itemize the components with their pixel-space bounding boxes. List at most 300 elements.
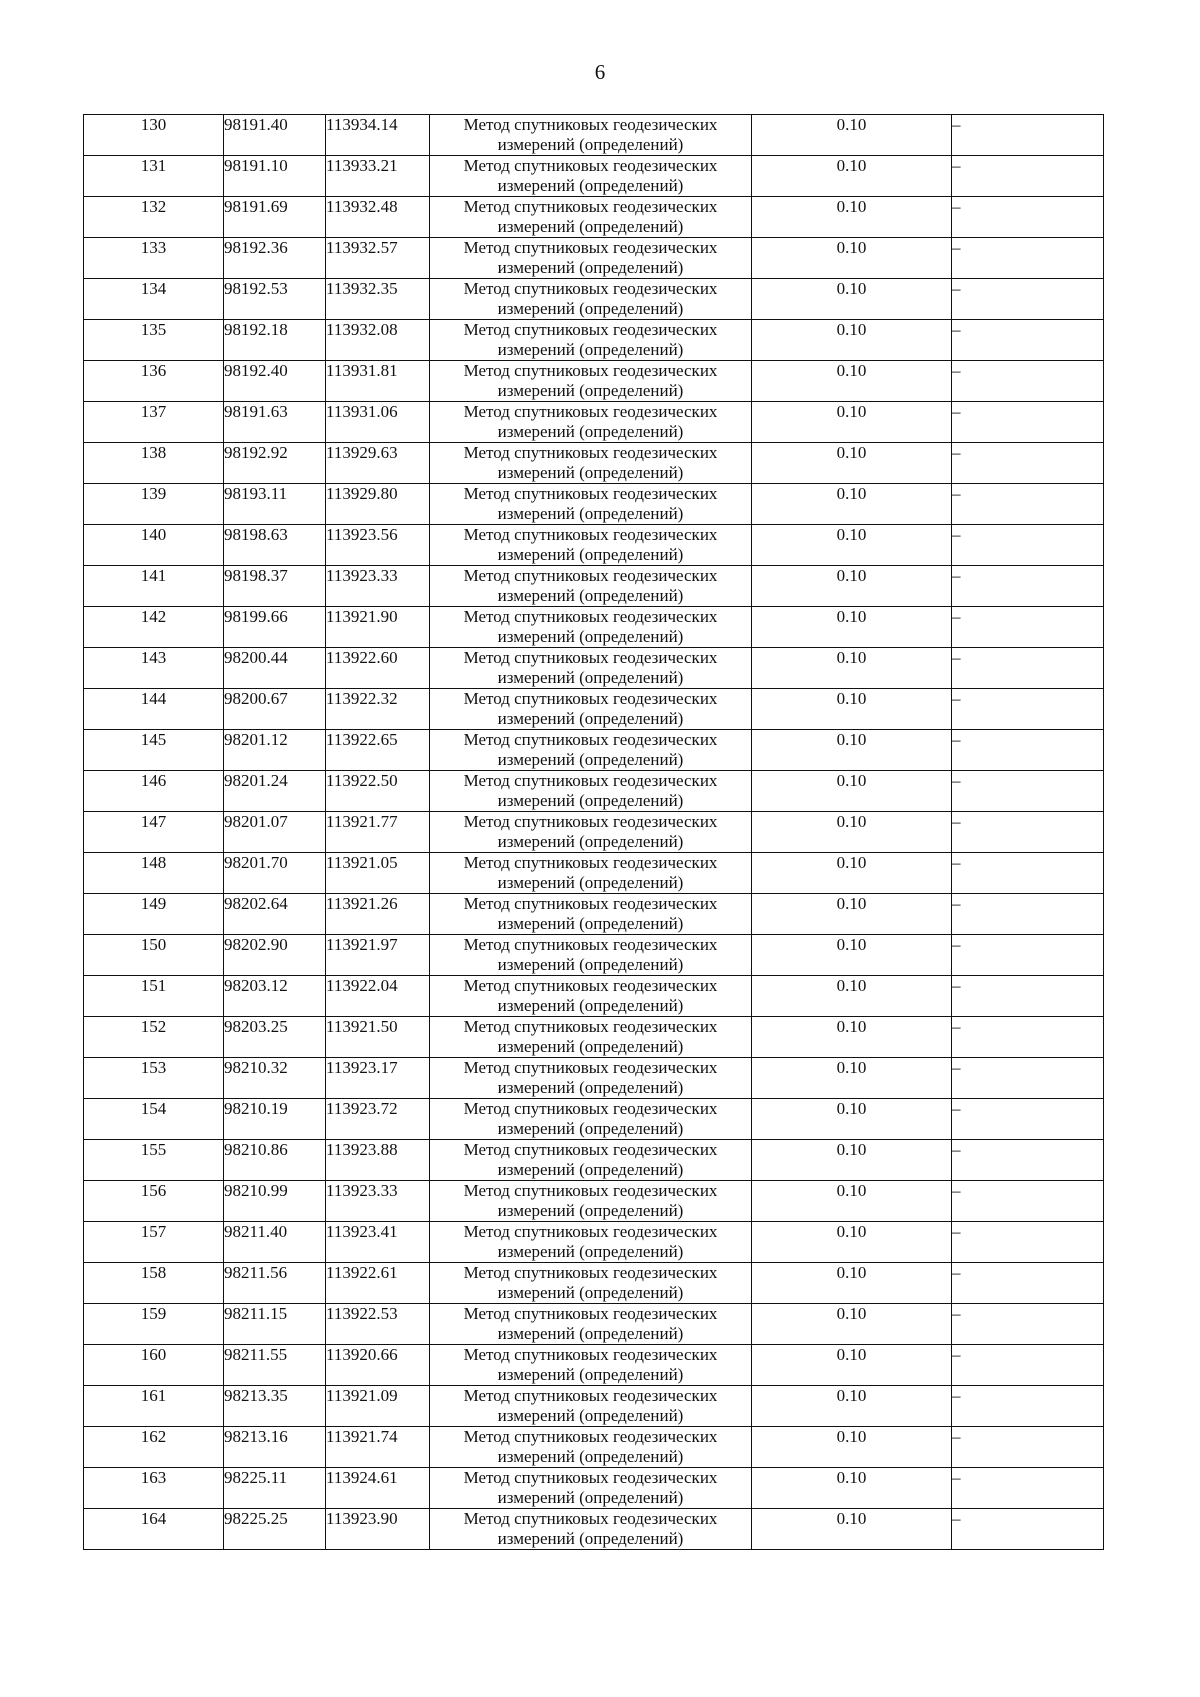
method-line-2: измерений (определений): [497, 627, 684, 646]
method-cell: [430, 1140, 752, 1181]
method-cell: [430, 1509, 752, 1550]
method-line-2: измерений (определений): [497, 1078, 684, 1097]
y-coordinate-cell: 113933.21: [326, 156, 430, 197]
point-number-cell: 140: [84, 525, 224, 566]
accuracy-cell: 0.10: [752, 853, 952, 894]
point-number-cell: 136: [84, 361, 224, 402]
note-cell: –: [952, 1304, 1104, 1345]
method-line-2: измерений (определений): [497, 1119, 684, 1138]
point-number-cell: 147: [84, 812, 224, 853]
method-cell: [430, 853, 752, 894]
method-cell: [430, 402, 752, 443]
note-cell: –: [952, 607, 1104, 648]
method-line-2: измерений (определений): [497, 1529, 684, 1548]
method-line-1: Метод спутниковых геодезических: [463, 1263, 718, 1282]
method-line-2: измерений (определений): [497, 996, 684, 1015]
x-coordinate-cell: 98210.32: [224, 1058, 326, 1099]
y-coordinate-cell: 113929.63: [326, 443, 430, 484]
method-cell: [430, 1017, 752, 1058]
method-line-1: Метод спутниковых геодезических: [463, 689, 718, 708]
note-cell: –: [952, 1222, 1104, 1263]
note-cell: –: [952, 1017, 1104, 1058]
note-cell: –: [952, 1099, 1104, 1140]
x-coordinate-cell: 98211.55: [224, 1345, 326, 1386]
y-coordinate-cell: 113922.60: [326, 648, 430, 689]
y-coordinate-cell: 113934.14: [326, 115, 430, 156]
method-line-1: Метод спутниковых геодезических: [463, 1427, 718, 1446]
method-line-2: измерений (определений): [497, 914, 684, 933]
note-cell: –: [952, 1427, 1104, 1468]
accuracy-cell: 0.10: [752, 156, 952, 197]
method-cell: [430, 443, 752, 484]
point-number-cell: 158: [84, 1263, 224, 1304]
y-coordinate-cell: 113921.90: [326, 607, 430, 648]
point-number-cell: 141: [84, 566, 224, 607]
table-row: [84, 1427, 1104, 1468]
method-cell: [430, 1304, 752, 1345]
method-line-1: Метод спутниковых геодезических: [463, 1181, 718, 1200]
method-cell: [430, 730, 752, 771]
method-cell: [430, 156, 752, 197]
x-coordinate-cell: 98201.24: [224, 771, 326, 812]
table-row: [84, 812, 1104, 853]
method-line-2: измерений (определений): [497, 299, 684, 318]
table-row: [84, 566, 1104, 607]
point-number-cell: 153: [84, 1058, 224, 1099]
method-cell: [430, 1058, 752, 1099]
accuracy-cell: 0.10: [752, 1386, 952, 1427]
point-number-cell: 131: [84, 156, 224, 197]
method-line-2: измерений (определений): [497, 709, 684, 728]
y-coordinate-cell: 113931.06: [326, 402, 430, 443]
x-coordinate-cell: 98192.92: [224, 443, 326, 484]
accuracy-cell: 0.10: [752, 1427, 952, 1468]
y-coordinate-cell: 113924.61: [326, 1468, 430, 1509]
note-cell: –: [952, 279, 1104, 320]
x-coordinate-cell: 98198.37: [224, 566, 326, 607]
method-cell: [430, 566, 752, 607]
table-row: [84, 320, 1104, 361]
note-cell: –: [952, 484, 1104, 525]
y-coordinate-cell: 113932.48: [326, 197, 430, 238]
y-coordinate-cell: 113921.97: [326, 935, 430, 976]
point-number-cell: 139: [84, 484, 224, 525]
method-cell: [430, 812, 752, 853]
y-coordinate-cell: 113922.53: [326, 1304, 430, 1345]
method-cell: [430, 689, 752, 730]
method-line-2: измерений (определений): [497, 832, 684, 851]
coordinates-table: [83, 114, 1104, 1550]
table-row: [84, 771, 1104, 812]
x-coordinate-cell: 98202.90: [224, 935, 326, 976]
x-coordinate-cell: 98211.40: [224, 1222, 326, 1263]
x-coordinate-cell: 98200.44: [224, 648, 326, 689]
method-line-1: Метод спутниковых геодезических: [463, 1222, 718, 1241]
table-row: [84, 1017, 1104, 1058]
method-line-2: измерений (определений): [497, 873, 684, 892]
accuracy-cell: 0.10: [752, 1468, 952, 1509]
note-cell: –: [952, 730, 1104, 771]
y-coordinate-cell: 113923.72: [326, 1099, 430, 1140]
accuracy-cell: 0.10: [752, 1017, 952, 1058]
method-cell: [430, 115, 752, 156]
method-line-2: измерений (определений): [497, 1242, 684, 1261]
method-cell: [430, 935, 752, 976]
x-coordinate-cell: 98201.07: [224, 812, 326, 853]
y-coordinate-cell: 113932.35: [326, 279, 430, 320]
method-line-2: измерений (определений): [497, 422, 684, 441]
note-cell: –: [952, 156, 1104, 197]
point-number-cell: 159: [84, 1304, 224, 1345]
table-row: [84, 156, 1104, 197]
accuracy-cell: 0.10: [752, 279, 952, 320]
accuracy-cell: 0.10: [752, 730, 952, 771]
point-number-cell: 156: [84, 1181, 224, 1222]
accuracy-cell: 0.10: [752, 1181, 952, 1222]
table-row: [84, 1181, 1104, 1222]
method-line-1: Метод спутниковых геодезических: [463, 894, 718, 913]
method-cell: [430, 279, 752, 320]
table-row: [84, 730, 1104, 771]
x-coordinate-cell: 98191.40: [224, 115, 326, 156]
point-number-cell: 138: [84, 443, 224, 484]
x-coordinate-cell: 98225.11: [224, 1468, 326, 1509]
note-cell: –: [952, 894, 1104, 935]
accuracy-cell: 0.10: [752, 402, 952, 443]
table-row: [84, 1099, 1104, 1140]
table-row: [84, 238, 1104, 279]
method-line-1: Метод спутниковых геодезических: [463, 771, 718, 790]
note-cell: –: [952, 1345, 1104, 1386]
method-line-1: Метод спутниковых геодезических: [463, 1304, 718, 1323]
y-coordinate-cell: 113923.33: [326, 566, 430, 607]
method-line-2: измерений (определений): [497, 135, 684, 154]
table-row: [84, 361, 1104, 402]
method-line-2: измерений (определений): [497, 586, 684, 605]
method-line-2: измерений (определений): [497, 545, 684, 564]
point-number-cell: 150: [84, 935, 224, 976]
table-row: [84, 1304, 1104, 1345]
x-coordinate-cell: 98192.18: [224, 320, 326, 361]
method-line-2: измерений (определений): [497, 955, 684, 974]
point-number-cell: 144: [84, 689, 224, 730]
note-cell: –: [952, 1181, 1104, 1222]
accuracy-cell: 0.10: [752, 1263, 952, 1304]
method-line-2: измерений (определений): [497, 1488, 684, 1507]
accuracy-cell: 0.10: [752, 976, 952, 1017]
method-line-1: Метод спутниковых геодезических: [463, 402, 718, 421]
table-row: [84, 402, 1104, 443]
table-row: [84, 1345, 1104, 1386]
y-coordinate-cell: 113923.88: [326, 1140, 430, 1181]
point-number-cell: 143: [84, 648, 224, 689]
method-line-2: измерений (определений): [497, 504, 684, 523]
method-line-1: Метод спутниковых геодезических: [463, 279, 718, 298]
accuracy-cell: 0.10: [752, 1058, 952, 1099]
method-line-1: Метод спутниковых геодезических: [463, 566, 718, 585]
point-number-cell: 154: [84, 1099, 224, 1140]
accuracy-cell: 0.10: [752, 361, 952, 402]
y-coordinate-cell: 113923.56: [326, 525, 430, 566]
accuracy-cell: 0.10: [752, 1140, 952, 1181]
method-cell: [430, 484, 752, 525]
point-number-cell: 162: [84, 1427, 224, 1468]
y-coordinate-cell: 113921.26: [326, 894, 430, 935]
accuracy-cell: 0.10: [752, 238, 952, 279]
method-line-1: Метод спутниковых геодезических: [463, 935, 718, 954]
method-cell: [430, 1345, 752, 1386]
note-cell: –: [952, 197, 1104, 238]
method-line-2: измерений (определений): [497, 1037, 684, 1056]
y-coordinate-cell: 113920.66: [326, 1345, 430, 1386]
method-cell: [430, 361, 752, 402]
note-cell: –: [952, 361, 1104, 402]
method-line-2: измерений (определений): [497, 668, 684, 687]
accuracy-cell: 0.10: [752, 812, 952, 853]
point-number-cell: 149: [84, 894, 224, 935]
method-line-2: измерений (определений): [497, 791, 684, 810]
method-cell: [430, 607, 752, 648]
method-line-1: Метод спутниковых геодезических: [463, 361, 718, 380]
point-number-cell: 145: [84, 730, 224, 771]
method-line-2: измерений (определений): [497, 1447, 684, 1466]
method-line-1: Метод спутниковых геодезических: [463, 1017, 718, 1036]
x-coordinate-cell: 98213.35: [224, 1386, 326, 1427]
method-line-1: Метод спутниковых геодезических: [463, 1386, 718, 1405]
method-line-2: измерений (определений): [497, 381, 684, 400]
point-number-cell: 160: [84, 1345, 224, 1386]
note-cell: –: [952, 402, 1104, 443]
method-line-2: измерений (определений): [497, 1201, 684, 1220]
note-cell: –: [952, 443, 1104, 484]
x-coordinate-cell: 98191.10: [224, 156, 326, 197]
table-row: [84, 1509, 1104, 1550]
method-cell: [430, 648, 752, 689]
table-row: [84, 484, 1104, 525]
point-number-cell: 137: [84, 402, 224, 443]
method-line-2: измерений (определений): [497, 750, 684, 769]
point-number-cell: 133: [84, 238, 224, 279]
table-row: [84, 894, 1104, 935]
note-cell: –: [952, 1263, 1104, 1304]
method-cell: [430, 771, 752, 812]
method-cell: [430, 1181, 752, 1222]
method-cell: [430, 320, 752, 361]
x-coordinate-cell: 98211.56: [224, 1263, 326, 1304]
note-cell: –: [952, 935, 1104, 976]
method-cell: [430, 238, 752, 279]
y-coordinate-cell: 113922.04: [326, 976, 430, 1017]
y-coordinate-cell: 113931.81: [326, 361, 430, 402]
method-line-2: измерений (определений): [497, 1283, 684, 1302]
table-row: [84, 1140, 1104, 1181]
point-number-cell: 142: [84, 607, 224, 648]
table-row: [84, 607, 1104, 648]
method-line-2: измерений (определений): [497, 340, 684, 359]
method-cell: [430, 1468, 752, 1509]
y-coordinate-cell: 113923.33: [326, 1181, 430, 1222]
x-coordinate-cell: 98225.25: [224, 1509, 326, 1550]
method-cell: [430, 1386, 752, 1427]
table-row: [84, 853, 1104, 894]
table-row: [84, 1468, 1104, 1509]
point-number-cell: 155: [84, 1140, 224, 1181]
table-row: [84, 443, 1104, 484]
y-coordinate-cell: 113922.50: [326, 771, 430, 812]
x-coordinate-cell: 98213.16: [224, 1427, 326, 1468]
y-coordinate-cell: 113921.77: [326, 812, 430, 853]
y-coordinate-cell: 113922.65: [326, 730, 430, 771]
x-coordinate-cell: 98203.25: [224, 1017, 326, 1058]
note-cell: –: [952, 115, 1104, 156]
x-coordinate-cell: 98199.66: [224, 607, 326, 648]
table-row: [84, 1263, 1104, 1304]
y-coordinate-cell: 113929.80: [326, 484, 430, 525]
method-cell: [430, 894, 752, 935]
point-number-cell: 161: [84, 1386, 224, 1427]
accuracy-cell: 0.10: [752, 443, 952, 484]
note-cell: –: [952, 566, 1104, 607]
y-coordinate-cell: 113921.74: [326, 1427, 430, 1468]
y-coordinate-cell: 113922.61: [326, 1263, 430, 1304]
note-cell: –: [952, 976, 1104, 1017]
point-number-cell: 164: [84, 1509, 224, 1550]
method-line-1: Метод спутниковых геодезических: [463, 1058, 718, 1077]
point-number-cell: 152: [84, 1017, 224, 1058]
x-coordinate-cell: 98210.86: [224, 1140, 326, 1181]
note-cell: –: [952, 1509, 1104, 1550]
point-number-cell: 163: [84, 1468, 224, 1509]
table-row: [84, 115, 1104, 156]
method-line-1: Метод спутниковых геодезических: [463, 812, 718, 831]
x-coordinate-cell: 98202.64: [224, 894, 326, 935]
accuracy-cell: 0.10: [752, 484, 952, 525]
accuracy-cell: 0.10: [752, 1099, 952, 1140]
y-coordinate-cell: 113921.09: [326, 1386, 430, 1427]
method-line-1: Метод спутниковых геодезических: [463, 607, 718, 626]
point-number-cell: 157: [84, 1222, 224, 1263]
method-line-1: Метод спутниковых геодезических: [463, 484, 718, 503]
note-cell: –: [952, 238, 1104, 279]
accuracy-cell: 0.10: [752, 894, 952, 935]
method-cell: [430, 1427, 752, 1468]
method-line-1: Метод спутниковых геодезических: [463, 1468, 718, 1487]
method-line-1: Метод спутниковых геодезических: [463, 1345, 718, 1364]
note-cell: –: [952, 1386, 1104, 1427]
point-number-cell: 132: [84, 197, 224, 238]
y-coordinate-cell: 113921.50: [326, 1017, 430, 1058]
table-row: [84, 1386, 1104, 1427]
note-cell: –: [952, 1140, 1104, 1181]
table-row: [84, 648, 1104, 689]
table-row: [84, 689, 1104, 730]
method-cell: [430, 1222, 752, 1263]
method-line-1: Метод спутниковых геодезических: [463, 238, 718, 257]
method-cell: [430, 197, 752, 238]
coordinates-table-body: [84, 115, 1104, 1550]
x-coordinate-cell: 98203.12: [224, 976, 326, 1017]
method-line-1: Метод спутниковых геодезических: [463, 976, 718, 995]
note-cell: –: [952, 1058, 1104, 1099]
accuracy-cell: 0.10: [752, 648, 952, 689]
method-line-2: измерений (определений): [497, 1406, 684, 1425]
point-number-cell: 148: [84, 853, 224, 894]
accuracy-cell: 0.10: [752, 525, 952, 566]
x-coordinate-cell: 98192.53: [224, 279, 326, 320]
method-line-1: Метод спутниковых геодезических: [463, 1509, 718, 1528]
method-cell: [430, 1263, 752, 1304]
method-line-1: Метод спутниковых геодезических: [463, 525, 718, 544]
note-cell: –: [952, 771, 1104, 812]
method-cell: [430, 1099, 752, 1140]
accuracy-cell: 0.10: [752, 197, 952, 238]
x-coordinate-cell: 98200.67: [224, 689, 326, 730]
x-coordinate-cell: 98193.11: [224, 484, 326, 525]
table-row: [84, 1222, 1104, 1263]
x-coordinate-cell: 98210.99: [224, 1181, 326, 1222]
accuracy-cell: 0.10: [752, 1509, 952, 1550]
accuracy-cell: 0.10: [752, 771, 952, 812]
method-line-1: Метод спутниковых геодезических: [463, 1140, 718, 1159]
table-row: [84, 525, 1104, 566]
method-line-1: Метод спутниковых геодезических: [463, 197, 718, 216]
y-coordinate-cell: 113932.57: [326, 238, 430, 279]
accuracy-cell: 0.10: [752, 689, 952, 730]
accuracy-cell: 0.10: [752, 1304, 952, 1345]
point-number-cell: 135: [84, 320, 224, 361]
x-coordinate-cell: 98192.40: [224, 361, 326, 402]
accuracy-cell: 0.10: [752, 1345, 952, 1386]
point-number-cell: 151: [84, 976, 224, 1017]
x-coordinate-cell: 98192.36: [224, 238, 326, 279]
method-line-1: Метод спутниковых геодезических: [463, 648, 718, 667]
x-coordinate-cell: 98191.69: [224, 197, 326, 238]
method-line-2: измерений (определений): [497, 217, 684, 236]
method-line-1: Метод спутниковых геодезических: [463, 320, 718, 339]
point-number-cell: 146: [84, 771, 224, 812]
method-cell: [430, 525, 752, 566]
y-coordinate-cell: 113932.08: [326, 320, 430, 361]
y-coordinate-cell: 113923.17: [326, 1058, 430, 1099]
method-line-2: измерений (определений): [497, 1324, 684, 1343]
x-coordinate-cell: 98198.63: [224, 525, 326, 566]
accuracy-cell: 0.10: [752, 566, 952, 607]
table-row: [84, 279, 1104, 320]
table-row: [84, 1058, 1104, 1099]
note-cell: –: [952, 689, 1104, 730]
x-coordinate-cell: 98211.15: [224, 1304, 326, 1345]
table-row: [84, 197, 1104, 238]
method-line-1: Метод спутниковых геодезических: [463, 443, 718, 462]
x-coordinate-cell: 98210.19: [224, 1099, 326, 1140]
method-line-1: Метод спутниковых геодезических: [463, 1099, 718, 1118]
method-line-1: Метод спутниковых геодезических: [463, 730, 718, 749]
note-cell: –: [952, 812, 1104, 853]
method-line-1: Метод спутниковых геодезических: [463, 115, 718, 134]
y-coordinate-cell: 113921.05: [326, 853, 430, 894]
method-line-2: измерений (определений): [497, 1365, 684, 1384]
method-line-2: измерений (определений): [497, 258, 684, 277]
note-cell: –: [952, 1468, 1104, 1509]
page-number: 6: [594, 60, 606, 84]
accuracy-cell: 0.10: [752, 935, 952, 976]
table-row: [84, 976, 1104, 1017]
note-cell: –: [952, 320, 1104, 361]
table-row: [84, 935, 1104, 976]
x-coordinate-cell: 98201.70: [224, 853, 326, 894]
x-coordinate-cell: 98201.12: [224, 730, 326, 771]
point-number-cell: 134: [84, 279, 224, 320]
